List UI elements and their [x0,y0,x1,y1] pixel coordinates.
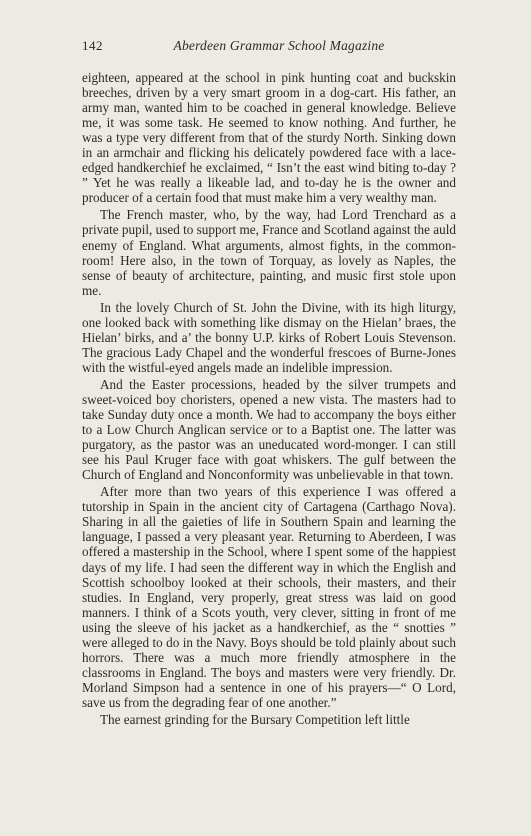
magazine-title: Aberdeen Grammar School Magazine [173,38,385,53]
paragraph: And the Easter processions, headed by the silver trumpets and sweet-voiced boy choristers, opened a new vista. The masters had to take Sunday duty once a month. We had to accompany the boys either to a Low Church Anglican service or to a Baptist one. The latter was purgatory, as the pastor was an uneducated word-monger. I can still see his Paul Kruger face with goat whiskers. The gulf between the Church of England and Nonconformity was unbelievable in that town. [82,376,456,483]
paragraph-final: The earnest grinding for the Bursary Competition left little [100,711,410,727]
page-number: 142 [82,38,103,53]
paragraph: The French master, who, by the way, had Lord Trenchard as a private pupil, used to support me, France and Scotland against the auld enemy of England. What arguments, almost fights, in the common-room! Here also, in the town of Torquay, as lovely as Naples, the sense of beauty of architecture, painting, and music first stole upon me. [82,207,456,298]
paragraph-continued: eighteen, appeared at the school in pink hunting coat and buckskin breeches, driven by a very smart groom in a dog-cart. His father, an army man, wanted him to be coached in general knowledge. Believe me, it was some task. He seemed to know nothing. And further, he was a type very different from that of the sturdy North. Sinking down in an armchair and flicking his delicately powdered face with a lace-edged handkerchief he exclaimed, “ Isn’t the east wind biting to-day ? ” Yet he was really a likeable lad, and to-day he is the owner and producer of a certain food that must make him a very wealthy man. [82,70,456,206]
paragraph: After more than two years of this experience I was offered a tutorship in Spain in the ancient city of Cartagena (Carthago Nova). Sharing in all the gaieties of life in Southern Spain and learning the language, I passed a very pleasant year. Returning to Aberdeen, I was offered a mastership in the School, where I spent some of the happiest days of my life. I had seen the different way in which the English and Scottish schoolboy looked at their schools, their masters, and their studies. In England, very properly, great stress was laid on good manners. I think of a Scots youth, very clever, sitting in front of me using the sleeve of his jacket as a handkerchief, as the “ snotties ” were alleged to do in the Navy. Boys should be told plainly about such horrors. There was a much more friendly atmosphere in the classrooms in England. The boys and masters were very friendly. Dr. Morland Simpson had a sentence in one of his prayers—“ O Lord, save us from the degrading fear of one another.” [82,484,456,710]
body-text [82,70,456,729]
running-head [82,38,456,58]
paragraph: In the lovely Church of St. John the Divine, with its high liturgy, one looked back with something like dismay on the Hielan’ braes, the Hielan’ birks, and a’ the bonny U.P. kirks of Robert Louis Stevenson. The gracious Lady Chapel and the wonderful frescoes of Burne-Jones with the wistful-eyed angels made an indelible impression. [82,299,456,375]
